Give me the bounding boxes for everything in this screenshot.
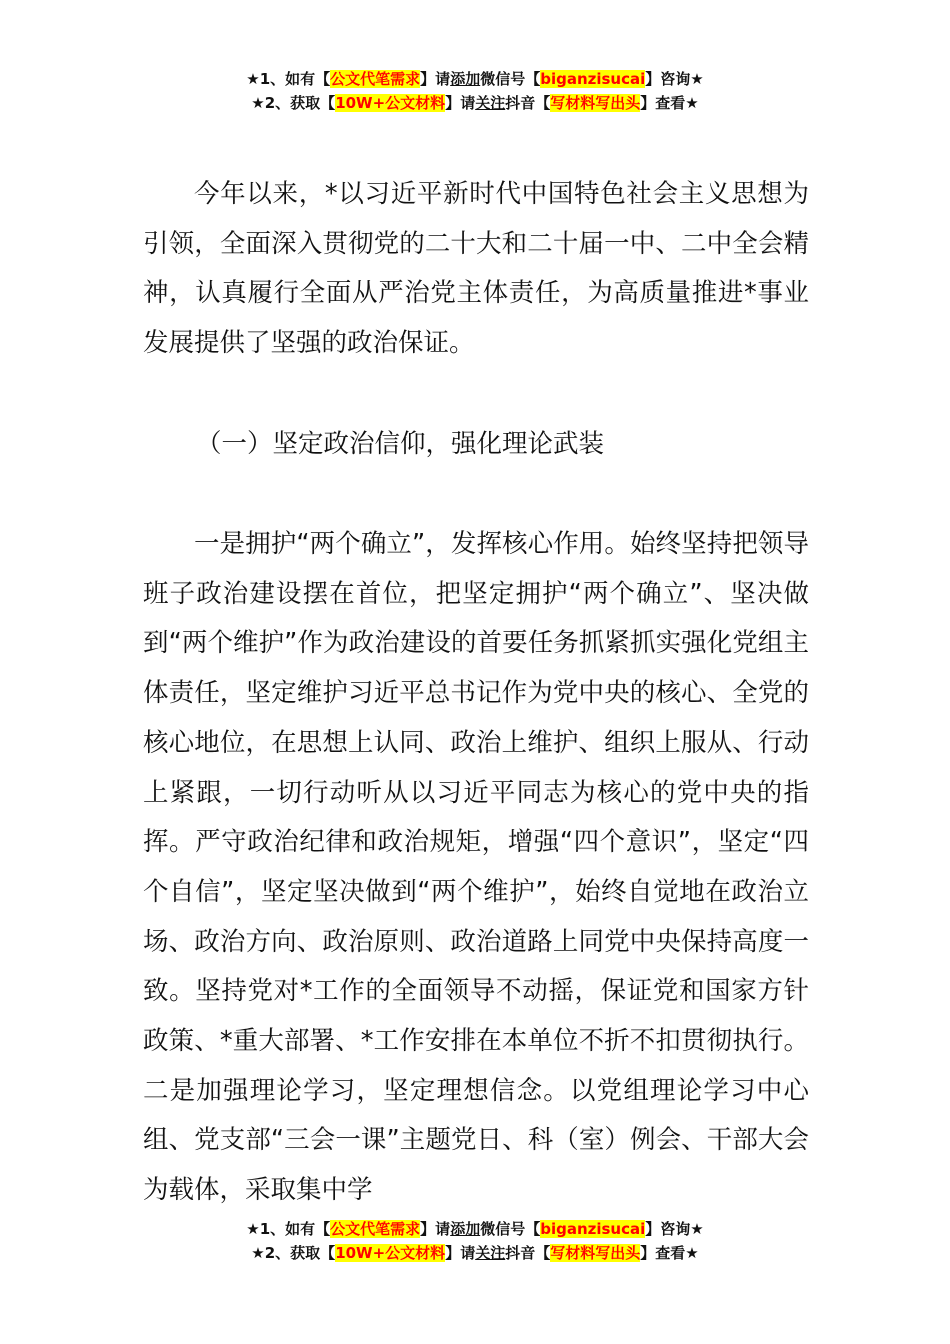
underlined-text: 添加 bbox=[450, 70, 481, 88]
banner-text: 】请 bbox=[420, 70, 451, 88]
underlined-text: 添加 bbox=[450, 1220, 481, 1238]
banner-text: 】请 bbox=[445, 94, 476, 112]
underlined-text: 关注 bbox=[475, 1244, 506, 1262]
banner-line-1 bbox=[0, 1217, 950, 1241]
highlight-text: 写材料写出头 bbox=[550, 94, 641, 112]
highlight-text: 10W+公文材料 bbox=[335, 94, 446, 112]
banner-text: 】查看★ bbox=[640, 1244, 699, 1262]
underlined-text: 关注 bbox=[475, 94, 506, 112]
banner-text: 抖音【 bbox=[505, 1244, 551, 1262]
banner-text: 微信号【 bbox=[480, 70, 541, 88]
banner-text: ★2、获取【 bbox=[251, 94, 336, 112]
highlight-text: 10W+公文材料 bbox=[335, 1244, 446, 1262]
banner-text: 微信号【 bbox=[480, 1220, 541, 1238]
body-paragraph: 一是拥护“两个确立”，发挥核心作用。始终坚持把领导班子政治建设摆在首位，把坚定拥护“两个确立”、坚决做到“两个维护”作为政治建设的首要任务抓紧抓实强化党组主体责任，坚定维护习近平总书记作为党中央的核心、全党的核心地位，在思想上认同、政治上维护、组织上服从、行动上紧跟，一切行动听从以习近平同志为核心的党中央的指挥。严守政治纪律和政治规矩，增强“四个意识”，坚定“四个自信”，坚定坚决做到“两个维护”，始终自觉地在政治立场、政治方向、政治原则、政治道路上同党中央保持高度一致。坚持党对*工作的全面领导不动摇，保证党和国家方针政策、*重大部署、*工作安排在本单位不折不扣贯彻执行。二是加强理论学习，坚定理想信念。以党组理论学习中心组、党支部“三会一课”主题党日、科（室）例会、干部大会为载体，采取集中学 bbox=[143, 529, 809, 1206]
banner-text: 】请 bbox=[445, 1244, 476, 1262]
banner-text: 】咨询★ bbox=[645, 1220, 704, 1238]
highlight-text: 公文代笔需求 bbox=[330, 1220, 421, 1238]
banner-line-2 bbox=[0, 1241, 950, 1265]
highlight-text: biganzisucai bbox=[540, 70, 646, 88]
banner-text: ★2、获取【 bbox=[251, 1244, 336, 1262]
highlight-text: biganzisucai bbox=[540, 1220, 646, 1238]
highlight-text: 写材料写出头 bbox=[550, 1244, 641, 1262]
banner-line-2 bbox=[0, 91, 950, 115]
banner-text: ★1、如有【 bbox=[246, 1220, 331, 1238]
banner-line-1 bbox=[0, 67, 950, 91]
intro-paragraph: 今年以来，*以习近平新时代中国特色社会主义思想为引领，全面深入贯彻党的二十大和二十届一中、二中全会精神，认真履行全面从严治党主体责任，为高质量推进*事业发展提供了坚强的政治保证。 bbox=[143, 179, 809, 359]
banner-text: ★1、如有【 bbox=[246, 70, 331, 88]
banner-text: 】请 bbox=[420, 1220, 451, 1238]
header-banner bbox=[0, 67, 950, 115]
footer-banner bbox=[0, 1217, 950, 1265]
section-heading: （一）坚定政治信仰，强化理论武装 bbox=[196, 429, 605, 459]
banner-text: 】查看★ bbox=[640, 94, 699, 112]
highlight-text: 公文代笔需求 bbox=[330, 70, 421, 88]
banner-text: 抖音【 bbox=[505, 94, 551, 112]
banner-text: 】咨询★ bbox=[645, 70, 704, 88]
